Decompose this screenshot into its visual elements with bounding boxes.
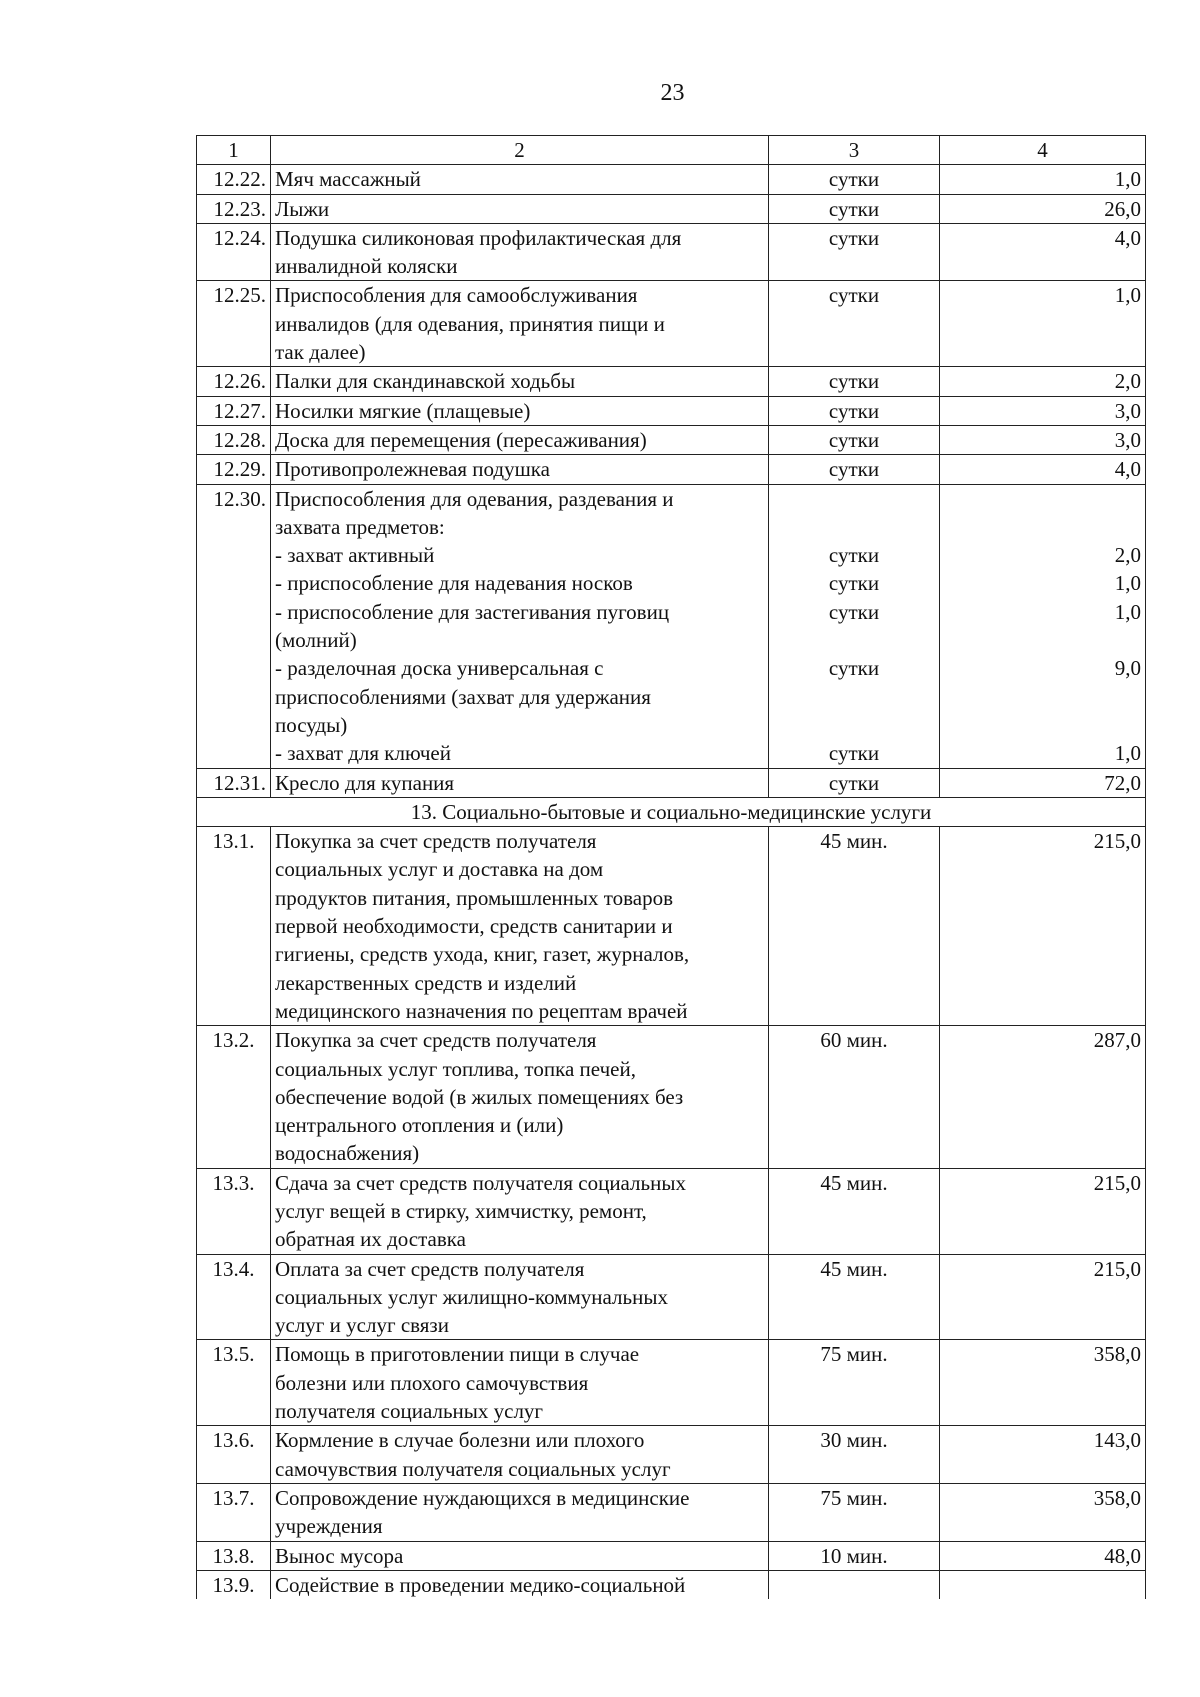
item-desc: [271, 367, 769, 396]
column-header-3: 3: [769, 136, 940, 165]
item-unit-line: сутки: [828, 571, 880, 596]
item-description-line: самочувствия получателя социальных услуг: [275, 1456, 671, 1481]
table-row: [197, 484, 1146, 768]
item-unit-line: сутки: [828, 369, 880, 394]
item-desc: [271, 1254, 769, 1340]
item-unit: [769, 281, 940, 367]
item-description-line: Приспособления для одевания, раздевания и: [275, 486, 674, 511]
item-val: [940, 396, 1146, 425]
item-unit: [769, 223, 940, 281]
item-unit: [769, 1426, 940, 1484]
item-value-line: 143,0: [1093, 1428, 1141, 1453]
item-unit: [769, 1168, 940, 1254]
table-row: [197, 455, 1146, 484]
page-number: 23: [660, 80, 685, 106]
item-description-line: так далее): [275, 340, 366, 365]
item-value-line: [944, 1571, 1141, 1599]
item-desc: [271, 1483, 769, 1541]
item-description-line: гигиены, средств ухода, книг, газет, журналов,: [275, 942, 690, 967]
table-row: [197, 1541, 1146, 1570]
item-desc: [271, 281, 769, 367]
item-description-line: - захват для ключей: [275, 741, 451, 766]
section-13-rows: [197, 827, 1146, 1600]
item-value-line: 358,0: [1093, 1342, 1141, 1367]
item-unit: [769, 425, 940, 454]
item-unit-line: 30 мин.: [820, 1428, 888, 1453]
item-description-line: - приспособление для надевания носков: [275, 571, 633, 596]
item-desc: [271, 396, 769, 425]
section-12-rows: [197, 165, 1146, 798]
item-val: [940, 281, 1146, 367]
item-description-line: продуктов питания, промышленных товаров: [275, 885, 673, 910]
item-description-line: Покупка за счет средств получателя: [275, 829, 597, 854]
item-val: [940, 223, 1146, 281]
item-description-line: услуг вещей в стирку, химчистку, ремонт,: [275, 1198, 647, 1223]
item-unit: [769, 367, 940, 396]
item-unit-line: [773, 626, 935, 654]
item-desc: [271, 165, 769, 194]
item-value-line: 9,0: [1114, 656, 1141, 681]
item-unit-line: сутки: [828, 543, 880, 568]
item-unit-line: 75 мин.: [820, 1485, 888, 1510]
table-row: [197, 281, 1146, 367]
item-description-line: Сдача за счет средств получателя социальных: [275, 1170, 686, 1195]
item-number: 12.24.: [197, 223, 271, 281]
item-unit-line: 45 мин.: [820, 1170, 888, 1195]
item-value-line: 4,0: [1114, 457, 1141, 482]
table-row: [197, 425, 1146, 454]
item-desc: [271, 223, 769, 281]
item-description-line: Лыжи: [275, 196, 330, 221]
item-value-line: 2,0: [1114, 369, 1141, 394]
item-unit: [769, 194, 940, 223]
item-desc: [271, 455, 769, 484]
item-description-line: обеспечение водой (в жилых помещениях без: [275, 1084, 684, 1109]
item-val: [940, 367, 1146, 396]
item-unit-line: сутки: [828, 225, 880, 250]
item-number: 13.3.: [197, 1168, 271, 1254]
item-description-line: медицинского назначения по рецептам врачей: [275, 998, 688, 1023]
item-description-line: Оплата за счет средств получателя: [275, 1256, 585, 1281]
item-description-line: болезни или плохого самочувствия: [275, 1370, 589, 1395]
item-unit: [769, 484, 940, 768]
item-value-line: 215,0: [1093, 829, 1141, 854]
item-value-line: 215,0: [1093, 1170, 1141, 1195]
item-number: 12.26.: [197, 367, 271, 396]
item-description-line: приспособлениями (захват для удержания: [275, 684, 651, 709]
item-val: [940, 1340, 1146, 1426]
item-unit-line: [773, 513, 935, 541]
item-number: 13.1.: [197, 827, 271, 1026]
item-value-line: 1,0: [1114, 571, 1141, 596]
item-number: 12.23.: [197, 194, 271, 223]
item-unit-line: сутки: [828, 427, 880, 452]
item-description-line: водоснабжения): [275, 1141, 420, 1166]
column-header-2: 2: [271, 136, 769, 165]
table-row: [197, 396, 1146, 425]
item-val: [940, 194, 1146, 223]
item-description-line: Кресло для купания: [275, 770, 455, 795]
item-description-line: инвалидов (для одевания, принятия пищи и: [275, 311, 665, 336]
item-val: [940, 1168, 1146, 1254]
item-value-line: [944, 683, 1141, 711]
item-desc: [271, 194, 769, 223]
item-unit-line: сутки: [828, 457, 880, 482]
item-description-line: учреждения: [275, 1514, 383, 1539]
item-description-line: - захват активный: [275, 543, 435, 568]
item-desc: [271, 1570, 769, 1599]
section-13-header-row: [197, 797, 1146, 826]
item-unit-line: 45 мин.: [820, 829, 888, 854]
item-description-line: Носилки мягкие (плащевые): [275, 398, 531, 423]
item-description-line: социальных услуг и доставка на дом: [275, 857, 604, 882]
item-unit: [769, 1483, 940, 1541]
table-row: [197, 194, 1146, 223]
item-description-line: социальных услуг топлива, топка печей,: [275, 1056, 636, 1081]
item-description-line: Мяч массажный: [275, 167, 421, 192]
item-value-line: 287,0: [1093, 1028, 1141, 1053]
item-unit: [769, 1541, 940, 1570]
item-val: [940, 165, 1146, 194]
item-val: [940, 425, 1146, 454]
item-val: [940, 1541, 1146, 1570]
item-unit: [769, 165, 940, 194]
item-desc: [271, 1541, 769, 1570]
item-value-line: 26,0: [1104, 196, 1141, 221]
item-value-line: [944, 485, 1141, 513]
item-value-line: 215,0: [1093, 1256, 1141, 1281]
item-value-line: 4,0: [1114, 225, 1141, 250]
item-value-line: 1,0: [1114, 283, 1141, 308]
item-unit: [769, 396, 940, 425]
item-description-line: центрального отопления и (или): [275, 1113, 564, 1138]
item-description-line: получателя социальных услуг: [275, 1399, 544, 1424]
item-description-line: Противопролежневая подушка: [275, 457, 550, 482]
item-description-line: Помощь в приготовлении пищи в случае: [275, 1342, 640, 1367]
item-description-line: Приспособления для самообслуживания: [275, 283, 638, 308]
item-desc: [271, 425, 769, 454]
item-val: [940, 1570, 1146, 1599]
item-desc: [271, 484, 769, 768]
item-unit: [769, 768, 940, 797]
item-number: 12.31.: [197, 768, 271, 797]
table-row: [197, 367, 1146, 396]
table-row: [197, 1426, 1146, 1484]
section-13-title: 13. Социально-бытовые и социально-медицинские услуги: [197, 797, 1146, 826]
table-row: [197, 1026, 1146, 1168]
item-description-line: социальных услуг жилищно-коммунальных: [275, 1284, 668, 1309]
item-val: [940, 1426, 1146, 1484]
item-description-line: Вынос мусора: [275, 1543, 404, 1568]
item-desc: [271, 1426, 769, 1484]
item-number: 12.29.: [197, 455, 271, 484]
item-description-line: Сопровождение нуждающихся в медицинские: [275, 1485, 690, 1510]
item-description-line: Содействие в проведении медико-социальной: [275, 1572, 686, 1597]
item-description-line: первой необходимости, средств санитарии и: [275, 914, 673, 939]
item-unit-line: сутки: [828, 196, 880, 221]
item-description-line: услуг и услуг связи: [275, 1313, 449, 1338]
table-row: [197, 1254, 1146, 1340]
item-val: [940, 1026, 1146, 1168]
item-value-line: 1,0: [1114, 599, 1141, 624]
item-val: [940, 827, 1146, 1026]
item-desc: [271, 827, 769, 1026]
item-unit-line: сутки: [828, 167, 880, 192]
table-row: [197, 1340, 1146, 1426]
item-description-line: лекарственных средств и изделий: [275, 970, 577, 995]
item-description-line: захвата предметов:: [275, 514, 445, 539]
item-description-line: Палки для скандинавской ходьбы: [275, 369, 576, 394]
item-val: [940, 768, 1146, 797]
item-description-line: - приспособление для застегивания пуговиц: [275, 599, 670, 624]
table-row: [197, 768, 1146, 797]
table-row: [197, 827, 1146, 1026]
item-value-line: [944, 513, 1141, 541]
item-value-line: 1,0: [1114, 167, 1141, 192]
item-unit: [769, 1254, 940, 1340]
item-value-line: 3,0: [1114, 427, 1141, 452]
item-unit-line: [773, 683, 935, 711]
item-value-line: 2,0: [1114, 543, 1141, 568]
item-number: 13.6.: [197, 1426, 271, 1484]
table-row: [197, 165, 1146, 194]
item-description-line: Покупка за счет средств получателя: [275, 1028, 597, 1053]
item-description-line: инвалидной коляски: [275, 254, 458, 279]
item-number: 13.7.: [197, 1483, 271, 1541]
item-unit-line: 60 мин.: [820, 1028, 888, 1053]
table-row: [197, 223, 1146, 281]
item-description-line: посуды): [275, 712, 348, 737]
item-description-line: - разделочная доска универсальная с: [275, 656, 604, 681]
item-value-line: 48,0: [1104, 1543, 1141, 1568]
item-unit-line: сутки: [828, 741, 880, 766]
item-unit: [769, 1570, 940, 1599]
item-number: 13.8.: [197, 1541, 271, 1570]
item-unit-line: 75 мин.: [820, 1342, 888, 1367]
item-number: 13.2.: [197, 1026, 271, 1168]
item-val: [940, 1483, 1146, 1541]
item-val: [940, 455, 1146, 484]
item-value-line: 358,0: [1093, 1485, 1141, 1510]
item-value-line: [944, 711, 1141, 739]
item-desc: [271, 1340, 769, 1426]
item-number: 12.30.: [197, 484, 271, 768]
item-unit-line: сутки: [828, 283, 880, 308]
item-number: 13.4.: [197, 1254, 271, 1340]
item-number: 13.9.: [197, 1570, 271, 1599]
item-unit: [769, 1340, 940, 1426]
table-row: [197, 1168, 1146, 1254]
item-value-line: 1,0: [1114, 741, 1141, 766]
item-value-line: 3,0: [1114, 398, 1141, 423]
services-table: [196, 135, 1146, 1599]
table-row: [197, 1570, 1146, 1599]
item-unit-line: сутки: [828, 770, 880, 795]
item-unit-line: 10 мин.: [820, 1543, 888, 1568]
item-unit-line: сутки: [828, 656, 880, 681]
item-desc: [271, 1026, 769, 1168]
item-description-line: Кормление в случае болезни или плохого: [275, 1428, 645, 1453]
item-unit: [769, 455, 940, 484]
table-header-row: [197, 136, 1146, 165]
item-unit-line: 45 мин.: [820, 1256, 888, 1281]
item-desc: [271, 1168, 769, 1254]
item-unit-line: сутки: [828, 599, 880, 624]
column-header-4: 4: [940, 136, 1146, 165]
item-description-line: (молний): [275, 628, 357, 653]
item-description-line: Доска для перемещения (пересаживания): [275, 427, 647, 452]
item-number: 12.27.: [197, 396, 271, 425]
item-value-line: [944, 626, 1141, 654]
column-header-1: 1: [197, 136, 271, 165]
item-unit-line: [773, 485, 935, 513]
item-unit: [769, 827, 940, 1026]
item-desc: [271, 768, 769, 797]
item-number: 13.5.: [197, 1340, 271, 1426]
item-description-line: Подушка силиконовая профилактическая для: [275, 225, 682, 250]
item-val: [940, 1254, 1146, 1340]
item-unit-line: [773, 711, 935, 739]
item-val: [940, 484, 1146, 768]
table-row: [197, 1483, 1146, 1541]
item-number: 12.22.: [197, 165, 271, 194]
item-description-line: обратная их доставка: [275, 1227, 466, 1252]
item-unit: [769, 1026, 940, 1168]
item-unit-line: [773, 1571, 935, 1599]
item-number: 12.25.: [197, 281, 271, 367]
item-number: 12.28.: [197, 425, 271, 454]
item-value-line: 72,0: [1104, 770, 1141, 795]
item-unit-line: сутки: [828, 398, 880, 423]
